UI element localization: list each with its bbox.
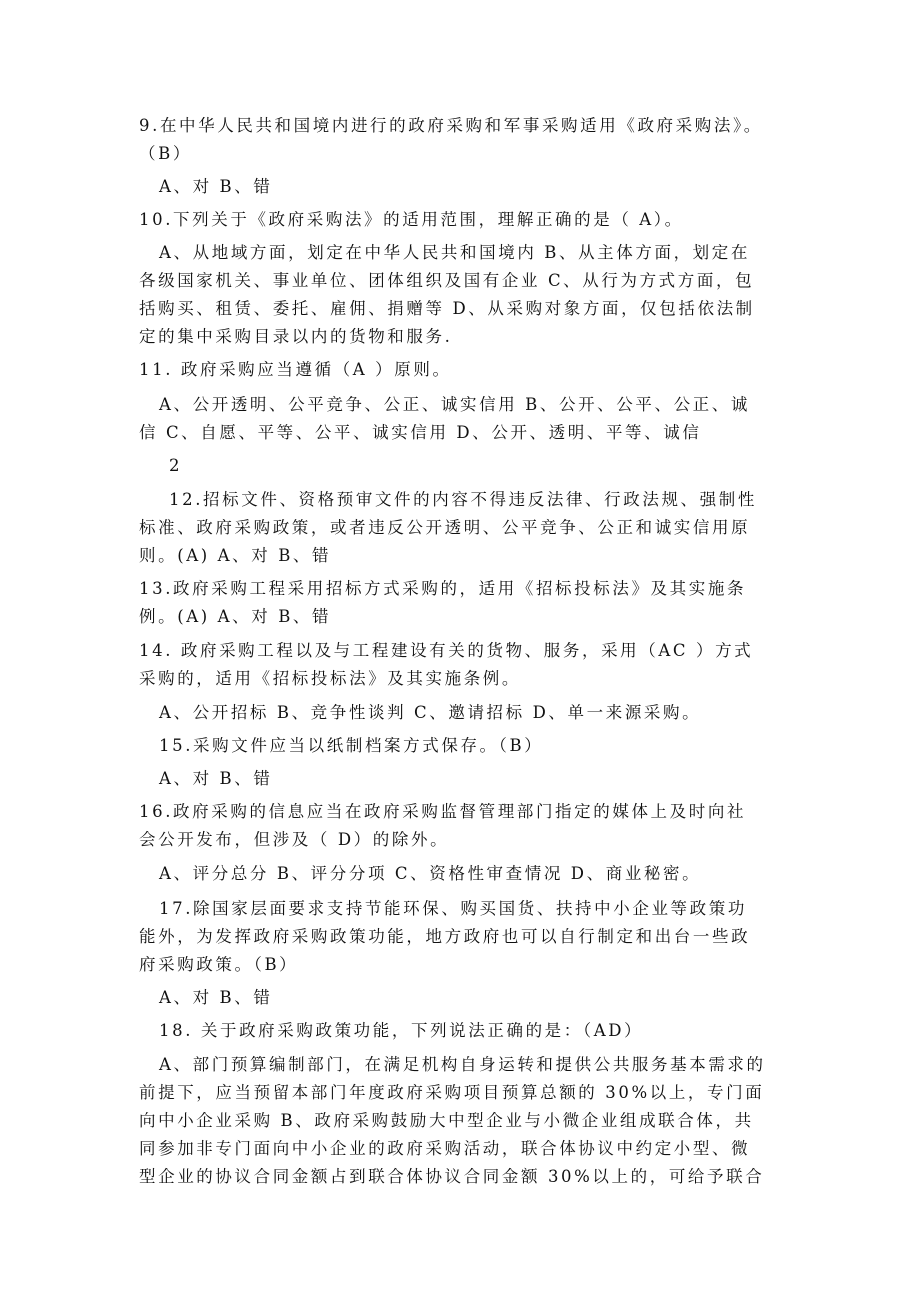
- page-number: 2: [169, 456, 183, 475]
- text-line: A、部门预算编制部门，在满足机构自身运转和提供公共服务基本需求的: [159, 1055, 766, 1074]
- text-line: 括购买、租赁、委托、雇佣、捐赠等 D、从采购对象方面，仅包括依法制: [139, 299, 755, 318]
- text-line: 前提下，应当预留本部门年度政府采购项目预算总额的 30%以上，专门面: [139, 1083, 765, 1102]
- text-line: A、公开透明、公平竞争、公正、诚实信用 B、公开、公平、公正、诚: [159, 395, 750, 414]
- text-line: A、对 B、错: [159, 177, 273, 196]
- text-line: 向中小企业采购 B、政府采购鼓励大中型企业与小微企业组成联合体，共: [139, 1111, 754, 1130]
- text-line: 定的集中采购目录以内的货物和服务.: [139, 327, 453, 346]
- text-line: 9.在中华人民共和国境内进行的政府采购和军事采购适用《政府采购法》。: [139, 116, 763, 135]
- text-line: 型企业的协议合同金额占到联合体协议合同金额 30%以上的，可给予联合: [139, 1167, 765, 1186]
- text-line: 能外，为发挥政府采购政策功能，地方政府也可以自行制定和出台一些政: [139, 927, 751, 946]
- text-line: 10.下列关于《政府采购法》的适用范围，理解正确的是（ A）。: [139, 210, 684, 229]
- text-line: 同参加非专门面向中小企业的政府采购活动，联合体协议中约定小型、微: [139, 1139, 751, 1158]
- text-line: 标准、政府采购政策，或者违反公开透明、公平竞争、公正和诚实信用原: [139, 518, 751, 537]
- text-line: 信 C、自愿、平等、公平、诚实信用 D、公开、透明、平等、诚信: [139, 423, 702, 442]
- text-line: 11. 政府采购应当遵循（A ）原则。: [139, 360, 452, 379]
- text-line: A、评分总分 B、评分分项 C、资格性审查情况 D、商业秘密。: [159, 864, 702, 883]
- text-line: 例。(A) A、对 B、错: [139, 607, 332, 626]
- text-line: （B）: [139, 144, 192, 163]
- text-line: A、从地域方面，划定在中华人民共和国境内 B、从主体方面，划定在: [159, 243, 750, 262]
- text-line: 17.除国家层面要求支持节能环保、购买国货、扶持中小企业等政策功: [159, 899, 747, 918]
- text-line: A、对 B、错: [159, 988, 273, 1007]
- text-line: 13.政府采购工程采用招标方式采购的，适用《招标投标法》及其实施条: [139, 579, 747, 598]
- text-line: 采购的，适用《招标投标法》及其实施条例。: [139, 669, 521, 688]
- text-line: 18. 关于政府采购政策功能，下列说法正确的是：（AD）: [159, 1021, 644, 1040]
- text-line: 府采购政策。（B）: [139, 955, 299, 974]
- text-line: 14. 政府采购工程以及与工程建设有关的货物、服务，采用（AC ）方式: [139, 641, 754, 660]
- text-line: 16.政府采购的信息应当在政府采购监督管理部门指定的媒体上及时向社: [139, 802, 747, 821]
- text-line: A、对 B、错: [159, 769, 273, 788]
- text-line: 会公开发布，但涉及（ D）的除外。: [139, 830, 450, 849]
- text-line: 各级国家机关、事业单位、团体组织及国有企业 C、从行为方式方面，包: [139, 271, 755, 290]
- text-line: 12.招标文件、资格预审文件的内容不得违反法律、行政法规、强制性: [169, 490, 757, 509]
- text-line: 15.采购文件应当以纸制档案方式保存。（B）: [159, 736, 544, 755]
- text-line: A、公开招标 B、竞争性谈判 C、邀请招标 D、单一来源采购。: [159, 703, 702, 722]
- text-line: 则。(A) A、对 B、错: [139, 546, 332, 565]
